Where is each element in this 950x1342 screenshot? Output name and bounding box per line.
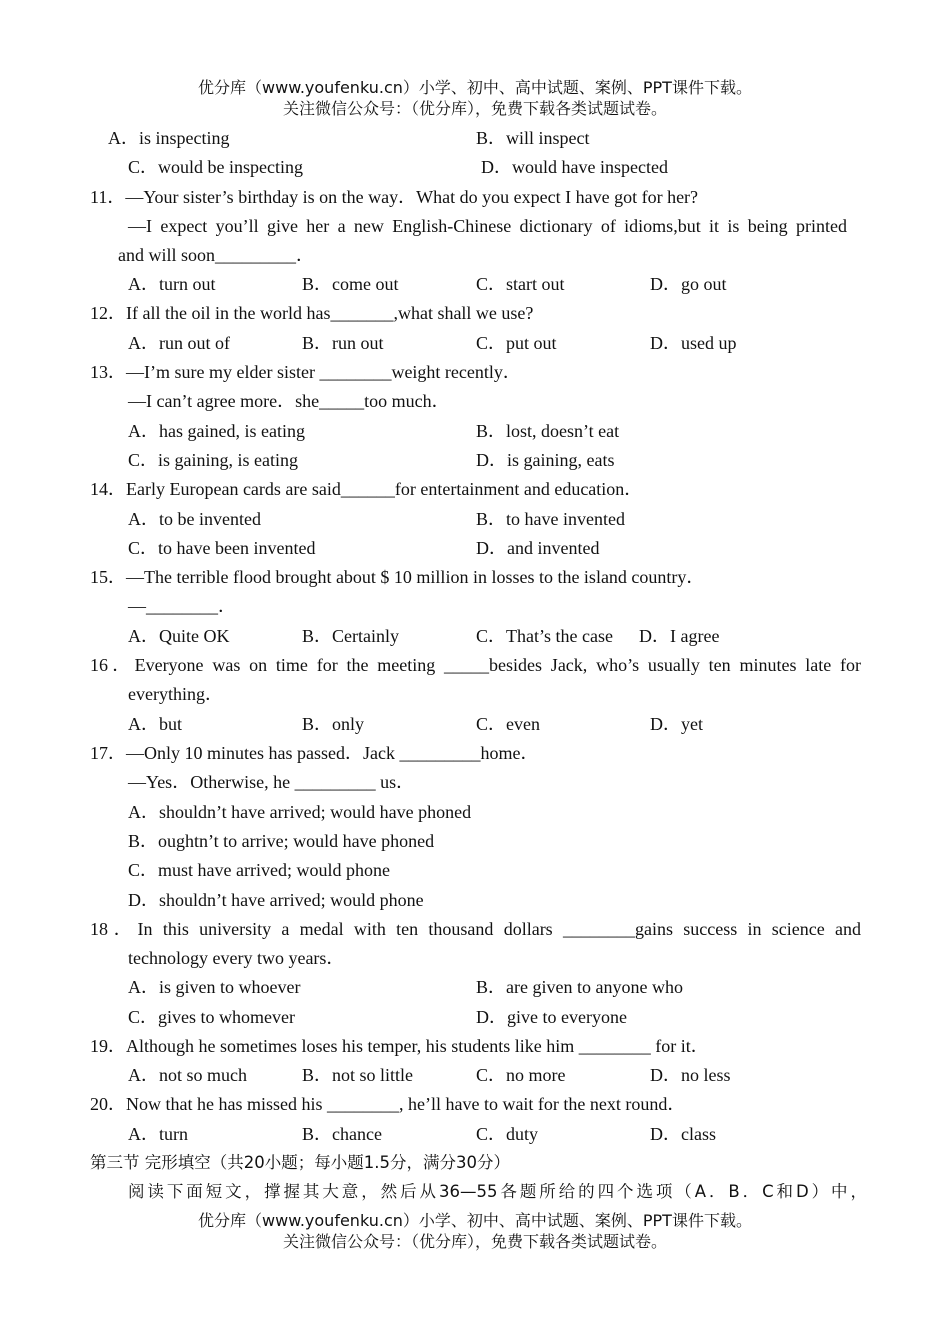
section-3-instruction: 阅读下面短文，撑握其大意，然后从36—55各题所给的四个选项（A．B．C和D）中， <box>128 1182 867 1201</box>
q14-option-a: A．to be invented <box>128 509 261 529</box>
q11-option-d: D．go out <box>650 274 727 294</box>
q10-option-d: D．would have inspected <box>481 157 668 177</box>
q14-option-c: C．to have been invented <box>128 538 316 558</box>
q20-option-b: B．chance <box>302 1124 382 1144</box>
q13-stem-2: —I can’t agree more．she_____too much． <box>128 391 450 411</box>
q18-option-c: C．gives to whomever <box>128 1007 295 1027</box>
q14-stem-1: 14．Early European cards are said______for entertainment and education． <box>90 479 643 499</box>
q12-option-c: C．put out <box>476 333 557 353</box>
q16-stem-1: 16．Everyone was on time for the meeting _____besides Jack, who’s usually ten minutes late for <box>90 655 861 675</box>
q17-stem-2: —Yes．Otherwise, he _________ us． <box>128 772 415 792</box>
q19-option-d: D．no less <box>650 1065 731 1085</box>
q12-option-a: A．run out of <box>128 333 230 353</box>
footer-line-2: 关注微信公众号：（优分库），免费下载各类试题试卷。 <box>282 1232 667 1251</box>
q13-option-b: B．lost, doesn’t eat <box>476 421 620 441</box>
q16-stem-2: everything． <box>128 684 223 704</box>
q15-option-b: B．Certainly <box>302 626 399 646</box>
q19-option-c: C．no more <box>476 1065 566 1085</box>
q17-option-b: B．oughtn’t to arrive; would have phoned <box>128 831 435 851</box>
q17-option-c: C．must have arrived; would phone <box>128 860 390 880</box>
q10-option-c: C．would be inspecting <box>128 157 303 177</box>
q16-option-a: A．but <box>128 714 182 734</box>
q13-option-d: D．is gaining, eats <box>476 450 615 470</box>
q18-stem-2: technology every two years． <box>128 948 345 968</box>
q17-option-a: A．shouldn’t have arrived; would have phoned <box>128 802 472 822</box>
q11-stem-1: 11．—Your sister’s birthday is on the way．What do you expect I have got for her? <box>90 187 699 207</box>
footer-line-1: 优分库（www.youfenku.cn）小学、初中、高中试题、案例、PPT课件下载。 <box>198 1211 752 1230</box>
q16-option-b: B．only <box>302 714 365 734</box>
q15-option-d: D．I agree <box>639 626 720 646</box>
q15-option-c: C．That’s the case <box>476 626 613 646</box>
q18-option-a: A．is given to whoever <box>128 977 301 997</box>
q10-option-a: A．is inspecting <box>108 128 230 148</box>
q13-option-c: C．is gaining, is eating <box>128 450 298 470</box>
q20-stem-1: 20．Now that he has missed his ________, he’ll have to wait for the next round． <box>90 1094 686 1114</box>
q19-option-b: B．not so little <box>302 1065 414 1085</box>
q11-stem-3: and will soon_________． <box>118 245 314 265</box>
q16-option-c: C．even <box>476 714 540 734</box>
q18-stem-1: 18．In this university a medal with ten thousand dollars ________gains success in science and <box>90 919 861 939</box>
header-line-1: 优分库（www.youfenku.cn）小学、初中、高中试题、案例、PPT课件下载。 <box>198 78 752 97</box>
q17-option-d: D．shouldn’t have arrived; would phone <box>128 890 424 910</box>
q11-option-b: B．come out <box>302 274 399 294</box>
q12-option-b: B．run out <box>302 333 384 353</box>
q18-option-b: B．are given to anyone who <box>476 977 683 997</box>
q19-option-a: A．not so much <box>128 1065 247 1085</box>
q17-stem-1: 17．—Only 10 minutes has passed．Jack _________home． <box>90 743 539 763</box>
q10-option-b: B．will inspect <box>476 128 590 148</box>
section-3-title: 第三节 完形填空（共20小题；每小题1.5分，满分30分） <box>90 1153 510 1172</box>
q11-stem-2: —I expect you’ll give her a new English-Chinese dictionary of idioms,but it is being printed <box>128 216 847 236</box>
q13-option-a: A．has gained, is eating <box>128 421 305 441</box>
q12-stem-1: 12．If all the oil in the world has_______,what shall we use? <box>90 303 534 323</box>
q15-stem-2: —________． <box>128 596 236 616</box>
header-line-2: 关注微信公众号：（优分库），免费下载各类试题试卷。 <box>282 99 667 118</box>
q19-stem-1: 19．Although he sometimes loses his temper, his students like him ________ for it． <box>90 1036 709 1056</box>
q12-option-d: D．used up <box>650 333 737 353</box>
q16-option-d: D．yet <box>650 714 703 734</box>
q14-option-d: D．and invented <box>476 538 600 558</box>
q14-option-b: B．to have invented <box>476 509 625 529</box>
q20-option-a: A．turn <box>128 1124 188 1144</box>
q11-option-a: A．turn out <box>128 274 216 294</box>
q15-stem-1: 15．—The terrible flood brought about $ 10 million in losses to the island country． <box>90 567 705 587</box>
q20-option-c: C．duty <box>476 1124 539 1144</box>
q15-option-a: A．Quite OK <box>128 626 230 646</box>
q18-option-d: D．give to everyone <box>476 1007 627 1027</box>
q11-option-c: C．start out <box>476 274 565 294</box>
q13-stem-1: 13．—I’m sure my elder sister ________weight recently． <box>90 362 521 382</box>
q20-option-d: D．class <box>650 1124 716 1144</box>
